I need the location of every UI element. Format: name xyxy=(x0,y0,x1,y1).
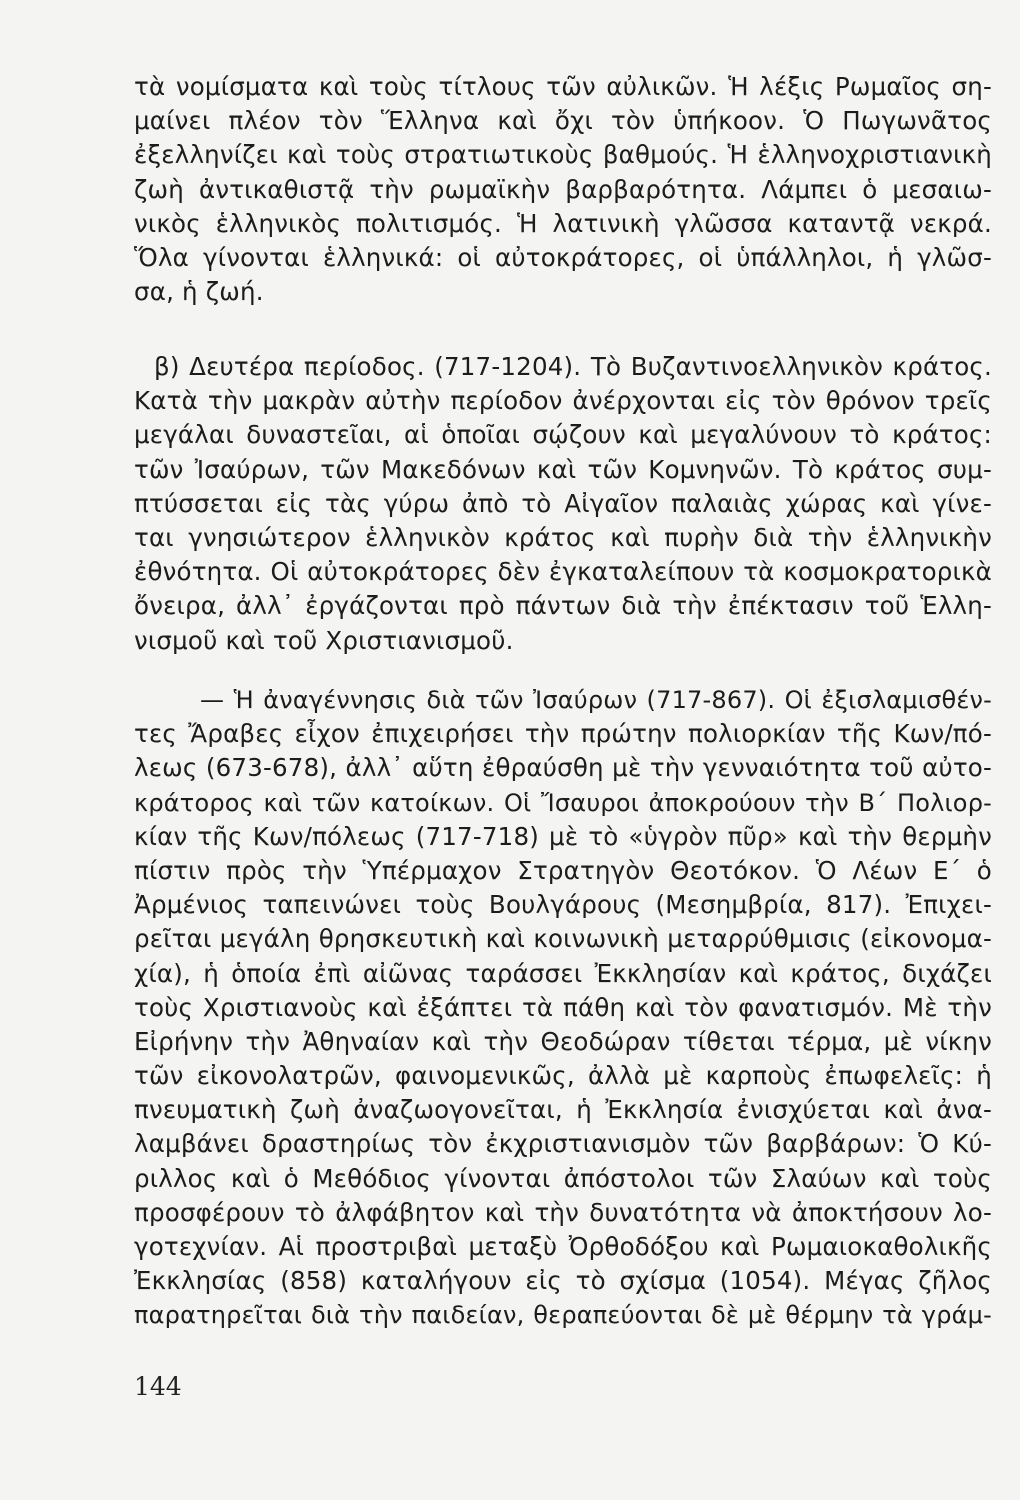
page-number: 144 xyxy=(134,1372,182,1401)
text-line: λεως (673-678), ἀλλ᾽ αὕτη ἐθραύσθη μὲ τὴν γενναιότητα τοῦ αὐτο- xyxy=(134,753,992,783)
text-line: χία), ἡ ὁποία ἐπὶ αἰῶνας ταράσσει Ἐκκλησίαν καὶ κράτος, διχάζει xyxy=(134,958,992,988)
text-line: σα, ἡ ζωή. xyxy=(134,277,264,307)
text-line: ἐθνότητα. Οἱ αὐτοκράτορες δὲν ἐγκαταλείπουν τὰ κοσμοκρατορικὰ xyxy=(134,557,992,587)
text-line: Κατὰ τὴν μακρὰν αὐτὴν περίοδον ἀνέρχονται εἰς τὸν θρόνον τρεῖς xyxy=(134,386,992,416)
section-heading-isaurians: — Ἡ ἀναγέννησις διὰ τῶν Ἰσαύρων (717-867). Οἱ ἐξισλαμισθέν- xyxy=(200,686,992,714)
text-line: πνευματικὴ ζωὴ ἀναζωογονεῖται, ἡ Ἐκκλησία ἐνισχύεται καὶ ἀνα- xyxy=(134,1095,992,1125)
text-line: Ἀρμένιος ταπεινώνει τοὺς Βουλγάρους (Μεσημβρία, 817). Ἐπιχει- xyxy=(134,890,992,920)
text-line: ἐξελληνίζει καὶ τοὺς στρατιωτικοὺς βαθμούς. Ἡ ἑλληνοχριστιανικὴ xyxy=(134,140,992,170)
text-line: τοὺς Χριστιανοὺς καὶ ἐξάπτει τὰ πάθη καὶ τὸν φανατισμόν. Μὲ τὴν xyxy=(134,992,992,1022)
text-line: τῶν Ἰσαύρων, τῶν Μακεδόνων καὶ τῶν Κομνηνῶν. Τὸ κράτος συμ- xyxy=(134,454,992,484)
paragraph-isaurian-renaissance xyxy=(134,683,992,1333)
text-line: κίαν τῆς Κων/πόλεως (717-718) μὲ τὸ «ὑγρὸν πῦρ» καὶ τὴν θερμὴν xyxy=(134,821,992,851)
text-line: ται γνησιώτερον ἑλληνικὸν κράτος καὶ πυρὴν διὰ τὴν ἑλληνικὴν xyxy=(134,522,992,552)
text-line: Ὅλα γίνονται ἑλληνικά: οἱ αὐτοκράτορες, οἱ ὑπάλληλοι, ἡ γλῶσ- xyxy=(134,242,992,272)
text-line: τῶν εἰκονολατρῶν, φαινομενικῶς, ἀλλὰ μὲ καρποὺς ἐπωφελεῖς: ἡ xyxy=(134,1061,992,1091)
text-line: Ἐκκλησίας (858) καταλήγουν εἰς τὸ σχίσμα (1054). Μέγας ζῆλος xyxy=(134,1266,992,1296)
text-line: ζωὴ ἀντικαθιστᾷ τὴν ρωμαϊκὴν βαρβαρότητα. Λάμπει ὁ μεσαιω- xyxy=(134,174,992,204)
text-line: γοτεχνίαν. Αἱ προστριβαὶ μεταξὺ Ὀρθοδόξου καὶ Ρωμαιοκαθολικῆς xyxy=(134,1232,992,1261)
text-line: παρατηρεῖται διὰ τὴν παιδείαν, θεραπεύονται δὲ μὲ θέρμην τὰ γράμ- xyxy=(134,1301,992,1330)
text-line: μεγάλαι δυναστεῖαι, αἱ ὁποῖαι σῴζουν καὶ μεγαλύνουν τὸ κράτος: xyxy=(134,420,992,450)
text-line: ὄνειρα, ἀλλ᾽ ἐργάζονται πρὸ πάντων διὰ τὴν ἐπέκτασιν τοῦ Ἑλλη- xyxy=(134,591,992,621)
text-line: λαμβάνει δραστηρίως τὸν ἐκχριστιανισμὸν τῶν βαρβάρων: Ὁ Κύ- xyxy=(134,1129,992,1159)
text-line: τες Ἄραβες εἶχον ἐπιχειρήσει τὴν πρώτην πολιορκίαν τῆς Κων/πό- xyxy=(134,719,992,749)
text-line: ριλλος καὶ ὁ Μεθόδιος γίνονται ἀπόστολοι τῶν Σλαύων καὶ τοὺς xyxy=(134,1163,992,1193)
paragraph-second-period xyxy=(134,350,992,658)
text-line: νισμοῦ καὶ τοῦ Χριστιανισμοῦ. xyxy=(134,625,514,655)
paragraph-hellenization xyxy=(134,70,992,309)
text-line: μαίνει πλέον τὸν Ἕλληνα καὶ ὄχι τὸν ὑπήκοον. Ὁ Πωγωνᾶτος xyxy=(134,106,992,136)
text-line: κράτορος καὶ τῶν κατοίκων. Οἱ Ἴσαυροι ἀποκρούουν τὴν Β´ Πολιορ- xyxy=(134,788,992,817)
text-line: ρεῖται μεγάλη θρησκευτικὴ καὶ κοινωνικὴ μεταρρύθμισις (εἰκονομα- xyxy=(134,924,992,954)
text-line: Εἰρήνην τὴν Ἀθηναίαν καὶ τὴν Θεοδώραν τίθεται τέρμα, μὲ νίκην xyxy=(134,1026,992,1056)
section-heading-second-period: β) Δευτέρα περίοδος. (717-1204). Τὸ Βυζαντινοελληνικὸν κράτος. xyxy=(154,352,992,381)
text-line: πίστιν πρὸς τὴν Ὑπέρμαχον Στρατηγὸν Θεοτόκον. Ὁ Λέων Ε´ ὁ xyxy=(134,855,992,885)
text-line: νικὸς ἑλληνικὸς πολιτισμός. Ἡ λατινικὴ γλῶσσα καταντᾷ νεκρά. xyxy=(134,208,992,238)
text-line: πτύσσεται εἰς τὰς γύρω ἀπὸ τὸ Αἰγαῖον παλαιὰς χώρας καὶ γίνε- xyxy=(134,488,992,518)
text-line: προσφέρουν τὸ ἀλφάβητον καὶ τὴν δυνατότητα νὰ ἀποκτήσουν λο- xyxy=(134,1197,992,1227)
text-line: τὰ νομίσματα καὶ τοὺς τίτλους τῶν αὐλικῶν. Ἡ λέξις Ρωμαῖος ση- xyxy=(134,72,992,101)
